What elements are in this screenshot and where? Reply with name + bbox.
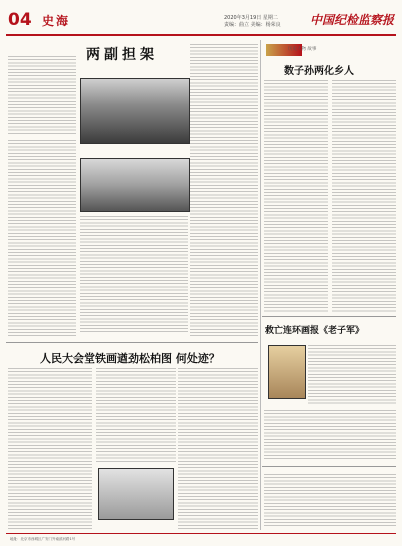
- article-title-4: 救亡连环画报《老子军》: [265, 326, 365, 336]
- article-photo: [268, 345, 306, 399]
- date-line: 2020年3月19日 星期二: [224, 15, 278, 21]
- section-divider: [262, 466, 396, 467]
- body-text-block: [80, 216, 188, 334]
- body-text-block: [190, 44, 258, 336]
- body-text-block: [264, 474, 396, 528]
- newspaper-logo: 中国纪检监察报: [309, 13, 394, 27]
- article-photo: [80, 158, 190, 212]
- article-title-2: 人民大会堂铁画遒劲松柏图 何处迹？: [40, 352, 220, 365]
- body-text-block: [332, 80, 396, 312]
- section-divider: [6, 342, 258, 343]
- footer-text: 地址：北京市西城区广安门外南滨河路1号: [10, 537, 76, 541]
- section-divider: [262, 316, 396, 317]
- footer-band: [6, 533, 396, 544]
- page-number: 04: [8, 10, 32, 30]
- article-title-3: 数子孙两化乡人: [284, 66, 354, 77]
- body-text-block: [178, 368, 258, 530]
- body-text-block: [96, 368, 176, 464]
- body-text-block: [308, 345, 396, 405]
- article-photo: [80, 78, 190, 144]
- body-text-block: [8, 140, 76, 336]
- masthead: [6, 8, 396, 36]
- body-text-block: [8, 56, 76, 134]
- body-text-block: [8, 368, 92, 530]
- article-photo: [98, 468, 174, 520]
- body-text-block: [264, 410, 396, 460]
- column-label: 历史人物 故事: [288, 47, 317, 52]
- body-text-block: [264, 80, 328, 312]
- article-title-1: 两副担架: [86, 47, 158, 63]
- edition-line: 责编：曲立 美编：杨荣良: [224, 22, 281, 28]
- section-title: 史海: [42, 14, 71, 28]
- column-divider: [260, 40, 261, 530]
